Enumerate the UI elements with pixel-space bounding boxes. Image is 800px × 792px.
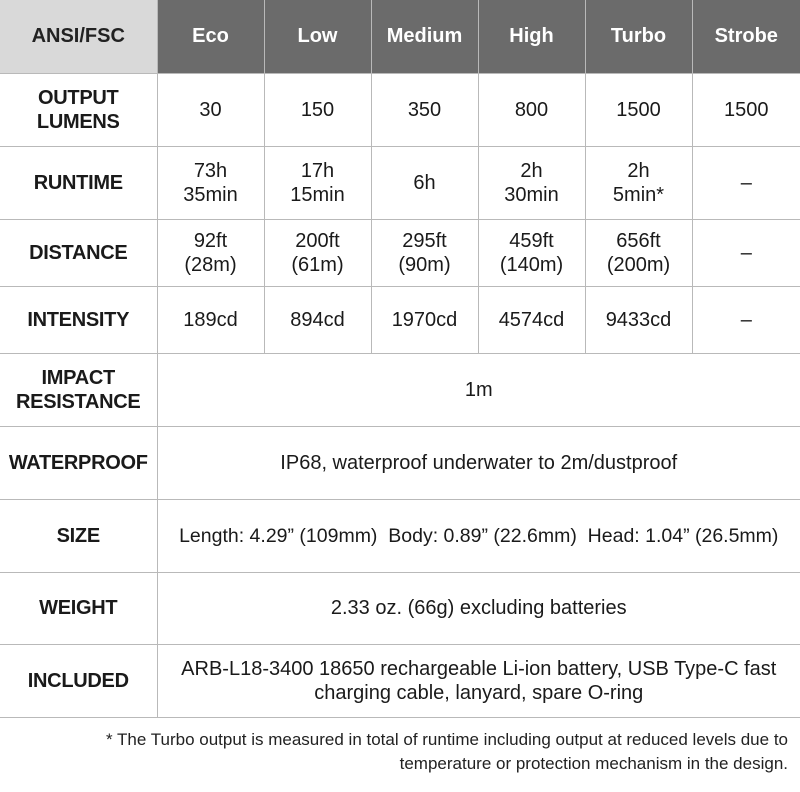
intensity-high-cell: 4574cd — [478, 286, 585, 353]
mode-header-eco: Eco — [157, 0, 264, 73]
row-label-intensity: INTENSITY — [0, 286, 157, 353]
intensity-row — [0, 286, 800, 353]
impact-resistance-value: 1m — [157, 353, 800, 426]
distance-medium-cell: 295ft (90m) — [371, 219, 478, 286]
runtime-high-cell: 2h 30min — [478, 146, 585, 219]
output-strobe-cell: 1500 — [692, 73, 800, 146]
waterproof-row — [0, 426, 800, 499]
row-label-size: SIZE — [0, 499, 157, 572]
row-label-distance: DISTANCE — [0, 219, 157, 286]
header-row — [0, 0, 800, 73]
intensity-medium-cell: 1970cd — [371, 286, 478, 353]
runtime-eco-cell: 73h 35min — [157, 146, 264, 219]
mode-header-strobe: Strobe — [692, 0, 800, 73]
size-value: Length: 4.29” (109mm) Body: 0.89” (22.6mm) Head: 1.04” (26.5mm) — [157, 499, 800, 572]
output-high-cell: 800 — [478, 73, 585, 146]
included-row — [0, 644, 800, 717]
intensity-turbo-cell: 9433cd — [585, 286, 692, 353]
intensity-strobe-cell: – — [692, 286, 800, 353]
impact-resistance-row — [0, 353, 800, 426]
row-label-included: INCLUDED — [0, 644, 157, 717]
turbo-footnote: * The Turbo output is measured in total of runtime including output at reduced levels due to temperature or protection mechanism in the design. — [106, 729, 788, 773]
mode-header-turbo: Turbo — [585, 0, 692, 73]
row-label-weight: WEIGHT — [0, 572, 157, 644]
distance-low-cell: 200ft (61m) — [264, 219, 371, 286]
output-turbo-cell: 1500 — [585, 73, 692, 146]
runtime-strobe-cell: – — [692, 146, 800, 219]
size-row — [0, 499, 800, 572]
distance-turbo-cell: 656ft (200m) — [585, 219, 692, 286]
output-lumens-row — [0, 73, 800, 146]
header-corner-cell: ANSI/FSC — [0, 0, 157, 73]
runtime-medium-cell: 6h — [371, 146, 478, 219]
waterproof-value: IP68, waterproof underwater to 2m/dustproof — [157, 426, 800, 499]
mode-header-high: High — [478, 0, 585, 73]
row-label-waterproof: WATERPROOF — [0, 426, 157, 499]
included-value: ARB-L18-3400 18650 rechargeable Li-ion battery, USB Type-C fast charging cable, lanyard, spare O-ring — [157, 644, 800, 717]
row-label-runtime: RUNTIME — [0, 146, 157, 219]
mode-header-low: Low — [264, 0, 371, 73]
output-eco-cell: 30 — [157, 73, 264, 146]
intensity-low-cell: 894cd — [264, 286, 371, 353]
output-medium-cell: 350 — [371, 73, 478, 146]
distance-row — [0, 219, 800, 286]
runtime-turbo-cell: 2h 5min* — [585, 146, 692, 219]
output-low-cell: 150 — [264, 73, 371, 146]
distance-strobe-cell: – — [692, 219, 800, 286]
intensity-eco-cell: 189cd — [157, 286, 264, 353]
weight-value: 2.33 oz. (66g) excluding batteries — [157, 572, 800, 644]
runtime-low-cell: 17h 15min — [264, 146, 371, 219]
distance-high-cell: 459ft (140m) — [478, 219, 585, 286]
mode-header-medium: Medium — [371, 0, 478, 73]
weight-row — [0, 572, 800, 644]
row-label-output-lumens: OUTPUT LUMENS — [0, 73, 157, 146]
runtime-row — [0, 146, 800, 219]
distance-eco-cell: 92ft (28m) — [157, 219, 264, 286]
row-label-impact-resistance: IMPACT RESISTANCE — [0, 353, 157, 426]
